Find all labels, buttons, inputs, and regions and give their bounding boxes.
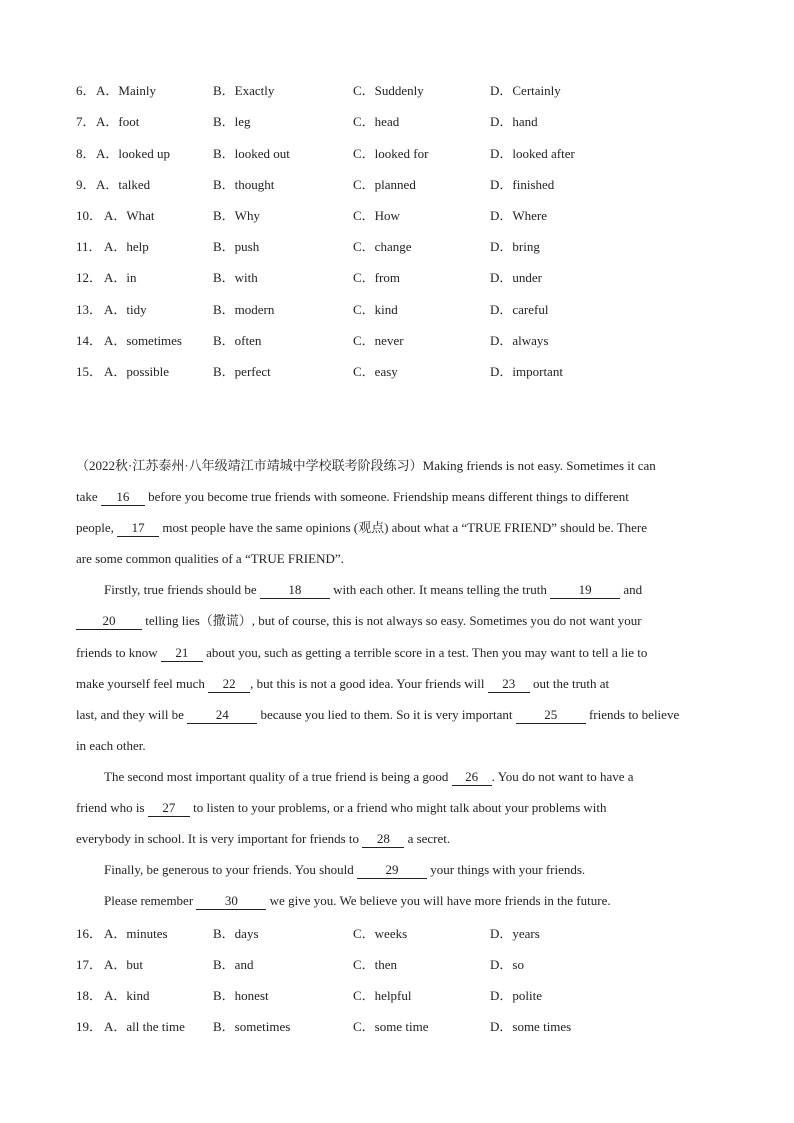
- question-17: [76, 955, 736, 975]
- option-a: A．tidy: [104, 302, 147, 317]
- blank-21: 21: [161, 645, 203, 662]
- option-c: C．easy: [353, 364, 398, 379]
- passage-line: [76, 580, 721, 611]
- question-number: 8．: [76, 146, 96, 161]
- option-c: C．from: [353, 270, 400, 285]
- option-d: D．looked after: [490, 146, 575, 161]
- blank-19: 19: [550, 582, 620, 599]
- option-b: B．days: [213, 926, 259, 941]
- blank-22: 22: [208, 676, 250, 693]
- option-d: D．careful: [490, 302, 549, 317]
- option-c: C．looked for: [353, 146, 429, 161]
- option-c: C．kind: [353, 302, 398, 317]
- passage-text: make yourself feel much: [76, 675, 209, 691]
- passage-text: friend who is: [76, 800, 148, 816]
- option-b: B．often: [213, 333, 262, 348]
- option-b: B．sometimes: [213, 1019, 291, 1034]
- passage-line: [76, 674, 721, 705]
- option-c: C．weeks: [353, 926, 408, 941]
- passage-text: Finally, be generous to your friends. You should: [104, 862, 358, 878]
- option-d: D．under: [490, 270, 542, 285]
- passage-line: [76, 705, 721, 736]
- blank-17: 17: [117, 520, 159, 537]
- option-c: C．planned: [353, 177, 416, 192]
- option-b: B．Exactly: [213, 83, 275, 98]
- blank-25: 25: [516, 707, 586, 724]
- option-d: D．bring: [490, 239, 540, 254]
- question-number: 10．: [76, 208, 103, 223]
- question-number: 7．: [76, 114, 96, 129]
- passage-text: because you lied to them. So it is very important: [257, 706, 516, 722]
- question-number: 14．: [76, 333, 103, 348]
- passage-text: , but this is not a good idea. Your friends will: [250, 675, 488, 691]
- option-d: D．important: [490, 364, 563, 379]
- passage-text: out the truth at: [529, 675, 610, 691]
- blank-30: 30: [196, 893, 266, 910]
- question-number: 17．: [76, 957, 103, 972]
- passage-text: people,: [76, 520, 118, 536]
- passage-line: [76, 798, 721, 829]
- passage-line: [76, 611, 721, 642]
- option-a: A．sometimes: [104, 333, 182, 348]
- passage-text: a secret.: [404, 831, 451, 847]
- question-11: [76, 237, 736, 257]
- passage-line: [76, 549, 721, 580]
- option-b: B．modern: [213, 302, 275, 317]
- option-a: A．all the time: [104, 1019, 185, 1034]
- option-d: D．some times: [490, 1019, 572, 1034]
- option-c: C．never: [353, 333, 404, 348]
- passage-text: your things with your friends.: [427, 862, 586, 878]
- passage-text: friends to believe: [585, 706, 680, 722]
- option-d: D．years: [490, 926, 540, 941]
- option-a: A．kind: [104, 988, 150, 1003]
- option-b: B．thought: [213, 177, 275, 192]
- passage-text: before you become true friends with someone. Friendship means different things to different: [144, 489, 629, 505]
- option-c: C．change: [353, 239, 412, 254]
- blank-24: 24: [187, 707, 257, 724]
- option-d: D．Where: [490, 208, 548, 223]
- blank-27: 27: [148, 800, 190, 817]
- option-c: C．helpful: [353, 988, 412, 1003]
- question-6: [76, 81, 736, 101]
- option-c: C．Suddenly: [353, 83, 424, 98]
- passage-line: [76, 487, 721, 518]
- option-a: A．What: [104, 208, 155, 223]
- option-a: A．minutes: [104, 926, 168, 941]
- question-8: [76, 144, 736, 164]
- passage-line: [76, 891, 721, 922]
- passage-text: telling lies（撒谎）, but of course, this is not always so easy. Sometimes you do not want your: [142, 613, 642, 629]
- blank-23: 23: [488, 676, 530, 693]
- question-number: 19．: [76, 1019, 103, 1034]
- question-number: 18．: [76, 988, 103, 1003]
- question-14: [76, 331, 736, 351]
- question-number: 9．: [76, 177, 96, 192]
- option-c: C．some time: [353, 1019, 429, 1034]
- option-d: D．so: [490, 957, 524, 972]
- option-a: A．foot: [96, 114, 140, 129]
- passage-text: friends to know: [76, 644, 161, 660]
- question-15: [76, 362, 736, 382]
- question-number: 6．: [76, 83, 96, 98]
- passage-text: with each other. It means telling the truth: [329, 582, 551, 598]
- question-16: [76, 924, 736, 944]
- option-d: D．always: [490, 333, 549, 348]
- question-10: [76, 206, 736, 226]
- passage-line: [76, 456, 721, 487]
- passage-line: [76, 767, 721, 798]
- passage-text: last, and they will be: [76, 706, 188, 722]
- passage-text: . You do not want to have a: [491, 768, 634, 784]
- passage-line: [76, 518, 721, 549]
- passage-text: Please remember: [104, 893, 197, 909]
- option-c: C．then: [353, 957, 398, 972]
- passage-text: in each other.: [76, 737, 146, 753]
- question-13: [76, 300, 736, 320]
- option-a: A．but: [104, 957, 144, 972]
- passage-text: most people have the same opinions (观点) about what a “TRUE FRIEND” should be. There: [159, 520, 648, 536]
- blank-18: 18: [260, 582, 330, 599]
- question-12: [76, 268, 736, 288]
- passage-text: everybody in school. It is very important for friends to: [76, 831, 363, 847]
- passage-line: [76, 829, 721, 860]
- passage-text: and: [620, 582, 643, 598]
- question-number: 16．: [76, 926, 103, 941]
- option-c: C．How: [353, 208, 400, 223]
- question-number: 15．: [76, 364, 103, 379]
- option-d: D．hand: [490, 114, 538, 129]
- blank-29: 29: [357, 862, 427, 879]
- passage-line: [76, 643, 721, 674]
- option-b: B．looked out: [213, 146, 290, 161]
- option-a: A．looked up: [96, 146, 171, 161]
- blank-26: 26: [452, 769, 492, 786]
- cloze-passage: [76, 456, 721, 922]
- option-b: B．perfect: [213, 364, 271, 379]
- passage-source-intro: （2022秋·江苏泰州·八年级靖江市靖城中学校联考阶段练习）Making friends is not easy. Sometimes it can: [76, 458, 656, 473]
- option-d: D．finished: [490, 177, 555, 192]
- question-number: 12．: [76, 270, 103, 285]
- passage-text: The second most important quality of a true friend is being a good: [104, 768, 452, 784]
- passage-text: to listen to your problems, or a friend who might talk about your problems with: [189, 800, 607, 816]
- passage-line: [76, 860, 721, 891]
- option-b: B．leg: [213, 114, 251, 129]
- passage-text: are some common qualities of a “TRUE FRIEND”.: [76, 551, 344, 567]
- passage-text: take: [76, 489, 101, 505]
- blank-16: 16: [101, 489, 145, 506]
- option-b: B．Why: [213, 208, 260, 223]
- option-d: D．Certainly: [490, 83, 561, 98]
- passage-text: about you, such as getting a terrible score in a test. Then you may want to tell a lie to: [202, 644, 648, 660]
- passage-text: Firstly, true friends should be: [104, 582, 260, 598]
- blank-20: 20: [76, 613, 142, 630]
- option-b: B．with: [213, 270, 258, 285]
- question-7: [76, 112, 736, 132]
- option-b: B．push: [213, 239, 260, 254]
- option-b: B．and: [213, 957, 254, 972]
- option-c: C．head: [353, 114, 400, 129]
- question-9: [76, 175, 736, 195]
- option-a: A．in: [104, 270, 137, 285]
- option-d: D．polite: [490, 988, 542, 1003]
- question-number: 11．: [76, 239, 102, 254]
- blank-28: 28: [362, 831, 404, 848]
- option-a: A．help: [104, 239, 149, 254]
- passage-text: we give you. We believe you will have more friends in the future.: [266, 893, 611, 909]
- question-19: [76, 1017, 736, 1037]
- passage-line: [76, 736, 721, 767]
- option-b: B．honest: [213, 988, 269, 1003]
- option-a: A．possible: [104, 364, 170, 379]
- option-a: A．talked: [96, 177, 151, 192]
- question-number: 13．: [76, 302, 103, 317]
- question-18: [76, 986, 736, 1006]
- option-a: A．Mainly: [96, 83, 156, 98]
